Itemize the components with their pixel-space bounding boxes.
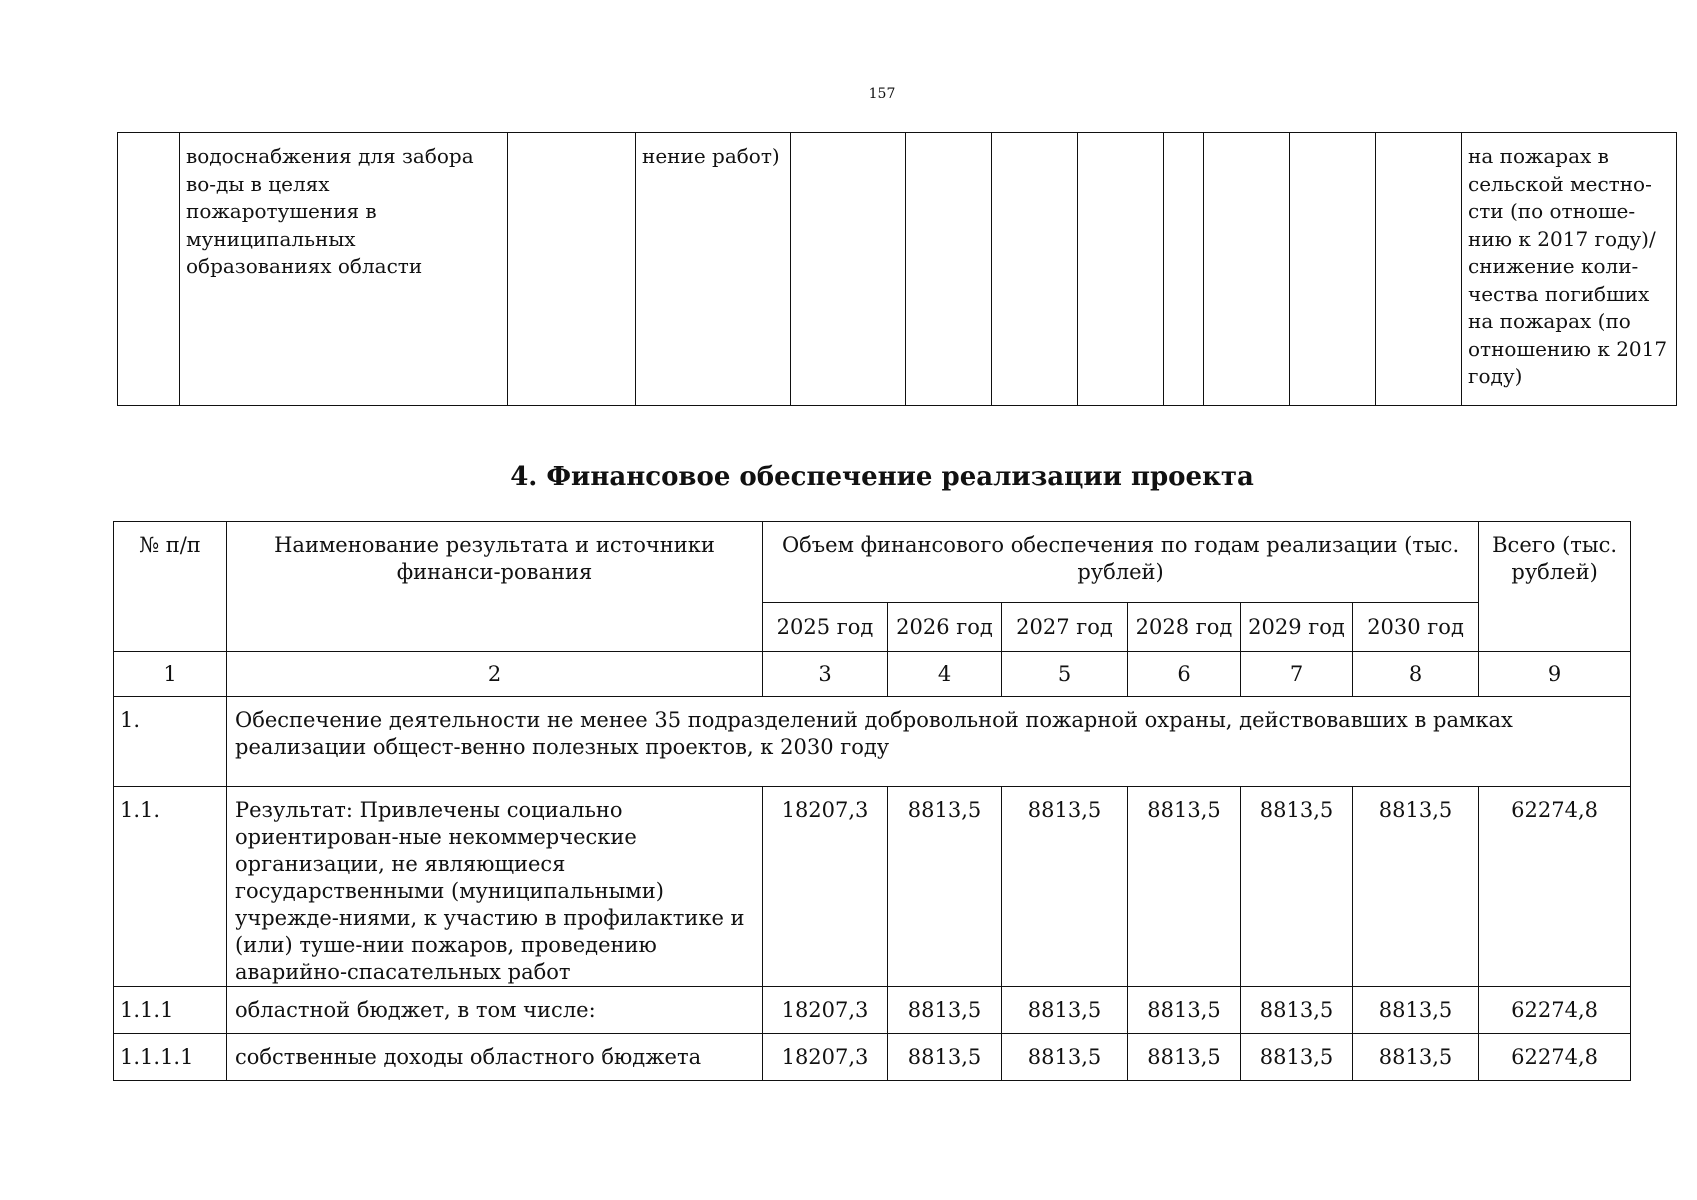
row-name: собственные доходы областного бюджета <box>227 1034 763 1081</box>
column-number: 5 <box>1002 652 1128 697</box>
row-value: 8813,5 <box>1002 1034 1128 1081</box>
column-number: 4 <box>888 652 1002 697</box>
column-number: 6 <box>1128 652 1241 697</box>
section-title: 4. Финансовое обеспечение реализации проекта <box>510 462 1254 492</box>
row-total: 62274,8 <box>1479 987 1631 1034</box>
header-row <box>114 522 1631 603</box>
cont-cell-description: водоснабжения для забора во-ды в целях пожаротушения в муниципальных образованиях области <box>180 133 508 406</box>
row-value: 18207,3 <box>763 787 888 987</box>
column-number: 8 <box>1353 652 1479 697</box>
row-value: 18207,3 <box>763 1034 888 1081</box>
cont-cell-7 <box>992 133 1078 406</box>
row-value: 8813,5 <box>1128 1034 1241 1081</box>
header-year: 2025 год <box>763 603 888 652</box>
cont-cell-11 <box>1290 133 1376 406</box>
row-total: 62274,8 <box>1479 1034 1631 1081</box>
row-value: 8813,5 <box>1128 787 1241 987</box>
row-value: 8813,5 <box>888 987 1002 1034</box>
row-value: 18207,3 <box>763 987 888 1034</box>
row-value: 8813,5 <box>888 787 1002 987</box>
column-number: 1 <box>114 652 227 697</box>
header-num: № п/п <box>114 522 227 652</box>
header-year: 2027 год <box>1002 603 1128 652</box>
financing-table <box>113 521 1631 1081</box>
header-name: Наименование результата и источники финанси-рования <box>227 522 763 652</box>
cont-cell-period: нение работ) <box>636 133 791 406</box>
continuation-table <box>117 132 1677 406</box>
row-value: 8813,5 <box>1002 787 1128 987</box>
header-year: 2030 год <box>1353 603 1479 652</box>
column-number: 2 <box>227 652 763 697</box>
header-year: 2028 год <box>1128 603 1241 652</box>
header-year: 2029 год <box>1241 603 1353 652</box>
goal-code: 1. <box>114 697 227 787</box>
column-number: 9 <box>1479 652 1631 697</box>
row-value: 8813,5 <box>1353 987 1479 1034</box>
header-total: Всего (тыс. рублей) <box>1479 522 1631 652</box>
header-year: 2026 год <box>888 603 1002 652</box>
cont-cell-indicator: на пожарах в сельской местно-сти (по отноше-нию к 2017 году)/ снижение коли-чества погибших на пожарах (по отношению к 2017 году) <box>1462 133 1677 406</box>
row-value: 8813,5 <box>888 1034 1002 1081</box>
row-total: 62274,8 <box>1479 787 1631 987</box>
row-name: Результат: Привлечены социально ориентирован-ные некоммерческие организации, не являющиеся государственными (муниципальными) учрежде-ниями, к участию в профилактике и (или) туше-нии пожаров, проведению аварийно-спасательных работ <box>227 787 763 987</box>
cont-cell-10 <box>1204 133 1290 406</box>
row-value: 8813,5 <box>1128 987 1241 1034</box>
cont-cell-12 <box>1376 133 1462 406</box>
table-row <box>114 787 1631 987</box>
row-name: областной бюджет, в том числе: <box>227 987 763 1034</box>
cont-cell-8 <box>1078 133 1164 406</box>
goal-text: Обеспечение деятельности не менее 35 подразделений добровольной пожарной охраны, действовавших в рамках реализации общест-венно полезных проектов, к 2030 году <box>227 697 1631 787</box>
page-number: 157 <box>868 86 896 102</box>
table-row <box>114 987 1631 1034</box>
row-code: 1.1.1.1 <box>114 1034 227 1081</box>
goal-row <box>114 697 1631 787</box>
cont-cell-9 <box>1164 133 1204 406</box>
header-volume: Объем финансового обеспечения по годам реализации (тыс. рублей) <box>763 522 1479 603</box>
row-value: 8813,5 <box>1241 987 1353 1034</box>
row-value: 8813,5 <box>1353 1034 1479 1081</box>
column-number: 7 <box>1241 652 1353 697</box>
cont-cell-1 <box>118 133 180 406</box>
row-value: 8813,5 <box>1241 787 1353 987</box>
row-value: 8813,5 <box>1241 1034 1353 1081</box>
row-code: 1.1. <box>114 787 227 987</box>
cont-cell-5 <box>791 133 906 406</box>
cont-cell-3 <box>508 133 636 406</box>
cont-cell-6 <box>906 133 992 406</box>
column-number: 3 <box>763 652 888 697</box>
row-value: 8813,5 <box>1002 987 1128 1034</box>
table-row <box>114 1034 1631 1081</box>
column-number-row <box>114 652 1631 697</box>
row-value: 8813,5 <box>1353 787 1479 987</box>
row-code: 1.1.1 <box>114 987 227 1034</box>
